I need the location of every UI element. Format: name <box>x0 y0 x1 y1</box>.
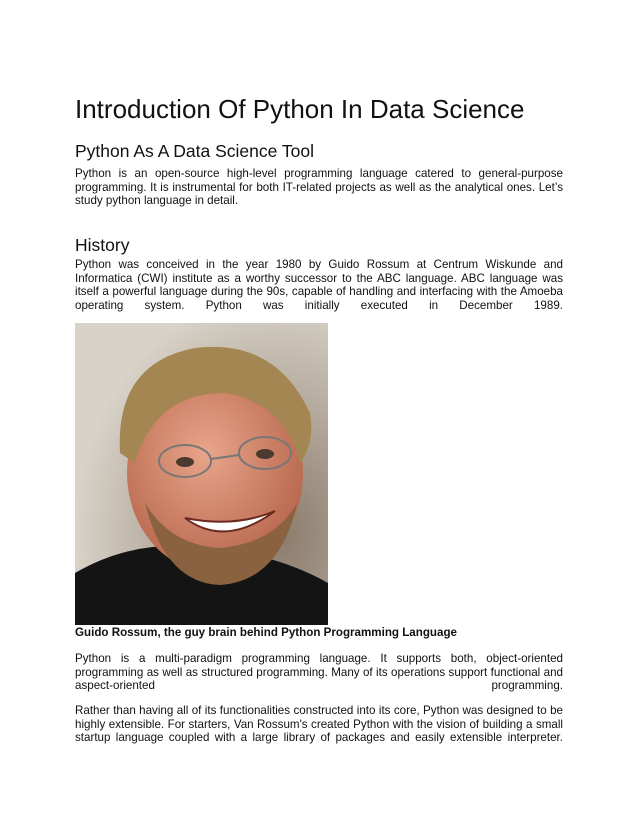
text-line: Rather than having all of its functionalities constructed into its core, Python was designed to be <box>75 704 563 717</box>
text-line: aspect-oriented programming. <box>75 679 563 693</box>
history-paragraph <box>75 258 563 312</box>
guido-rossum-photo <box>75 323 328 625</box>
text-line: programming as well as structured programming. Many of its operations support functional and <box>75 665 563 679</box>
text-line: highly extensible. For starters, Van Rossum's created Python with the vision of building a small <box>75 717 563 731</box>
text-line: study python language in detail. <box>75 194 239 208</box>
text-line: Python is an open-source high-level programming language catered to general-purpose <box>75 167 563 180</box>
section-heading-data-science-tool: Python As A Data Science Tool <box>75 141 315 161</box>
section-heading-history: History <box>75 235 130 255</box>
text-line: programming. It is instrumental for both IT-related projects as well as the analytical ones. Let’s <box>75 180 563 194</box>
text-line: Python was conceived in the year 1980 by Guido Rossum at Centrum Wiskunde and <box>75 258 563 271</box>
text-line: operating system. Python was initially executed in December 1989. <box>75 298 563 312</box>
photo-caption: Guido Rossum, the guy brain behind Python Programming Language <box>75 626 457 639</box>
text-line: itself a powerful language during the 90s, capable of handling and interfacing with the Amoeba <box>75 285 563 299</box>
text-line: startup language coupled with a large library of packages and easily extensible interpreter. <box>75 731 563 745</box>
text-line: Python is a multi-paradigm programming language. It supports both, object-oriented <box>75 652 563 665</box>
text-line: Informatica (CWI) institute as a worthy successor to the ABC language. ABC language was <box>75 271 563 285</box>
intro-paragraph <box>75 167 563 208</box>
page-title: Introduction Of Python In Data Science <box>75 94 525 124</box>
paradigm-paragraph <box>75 652 563 693</box>
extensibility-paragraph <box>75 704 563 745</box>
